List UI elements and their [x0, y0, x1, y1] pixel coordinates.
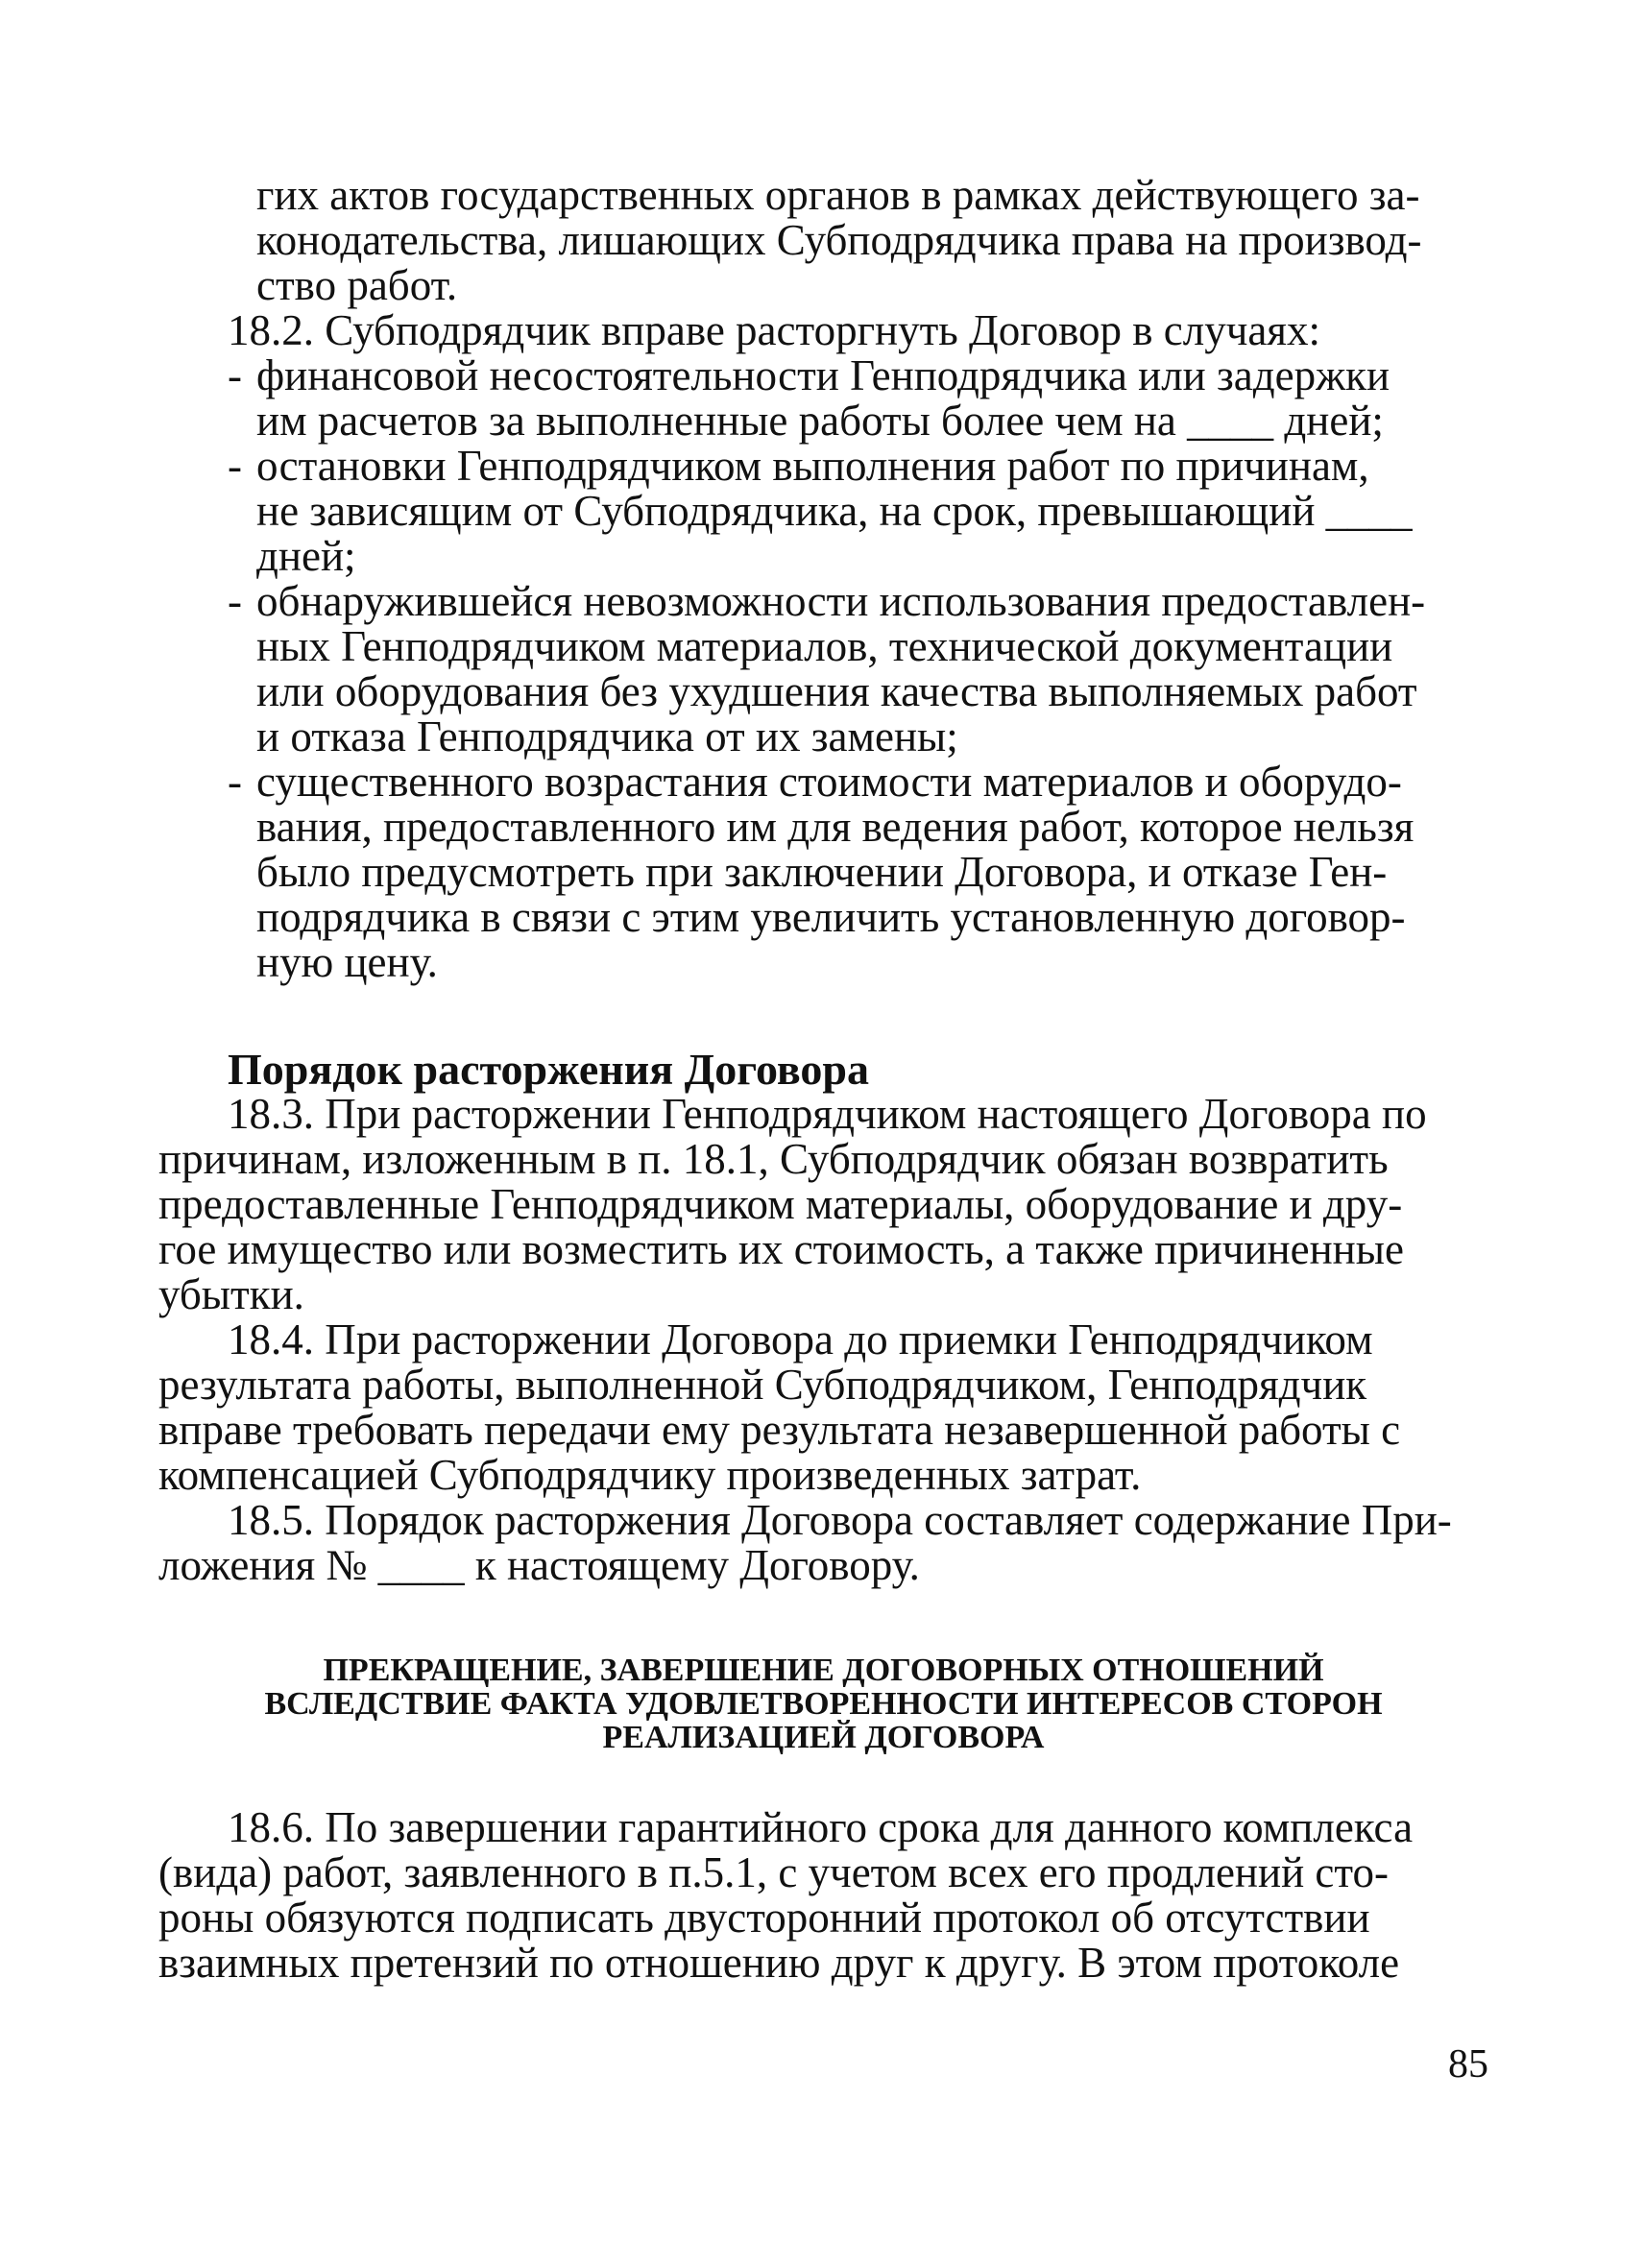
text-line: не зависящим от Субподрядчика, на срок, превышающий ____	[256, 487, 1413, 535]
text-line	[158, 760, 1488, 805]
text-line: 18.3. При расторжении Генподрядчиком настоящего Договора по	[228, 1090, 1427, 1138]
list-item	[158, 444, 1488, 579]
heading-line: ВСЛЕДСТВИЕ ФАКТА УДОВЛЕТВОРЕННОСТИ ИНТЕРЕСОВ СТОРОН	[264, 1686, 1383, 1722]
clause-18-6	[158, 1805, 1488, 1986]
text-line: вправе требовать передачи ему результата незавершенной работы с	[158, 1406, 1401, 1454]
text-line: остановки Генподрядчиком выполнения работ по причинам,	[256, 442, 1369, 490]
text-line: гое имущество или возместить их стоимость, а также причиненные	[158, 1225, 1404, 1273]
text-line: дней;	[256, 532, 356, 580]
text-line: убытки.	[158, 1270, 304, 1318]
list-item	[158, 760, 1488, 985]
dash-marker: -	[228, 351, 242, 399]
text-line: им расчетов за выполненные работы более чем на ____ дней;	[256, 397, 1384, 445]
text-line: 18.4. При расторжении Договора до приемки Генподрядчиком	[228, 1315, 1373, 1363]
dash-marker: -	[228, 442, 242, 490]
heading-line: ПРЕКРАЩЕНИЕ, ЗАВЕРШЕНИЕ ДОГОВОРНЫХ ОТНОШЕНИЙ	[323, 1653, 1324, 1688]
termination-procedure-section	[158, 1047, 1488, 1588]
text-line: результата работы, выполненной Субподрядчиком, Генподрядчик	[158, 1361, 1367, 1409]
text-line	[158, 579, 1488, 624]
clause-18-4	[158, 1317, 1488, 1498]
text-line: ложения № ____ к настоящему Договору.	[158, 1541, 920, 1589]
text-line: 18.5. Порядок расторжения Договора составляет содержание При-	[228, 1496, 1452, 1544]
text-line: финансовой несостоятельности Генподрядчика или задержки	[256, 351, 1390, 399]
text-line: ную цену.	[256, 938, 438, 986]
caps-section-heading	[158, 1653, 1488, 1754]
text-line: ных Генподрядчиком материалов, технической документации	[256, 622, 1393, 670]
list-item	[158, 579, 1488, 760]
dash-marker: -	[228, 577, 242, 625]
text-line: было предусмотреть при заключении Договора, и отказе Ген-	[256, 848, 1388, 896]
clause-18-2: 18.2. Субподрядчик вправе расторгнуть Договор в случаях:	[228, 306, 1321, 354]
text-line: или оборудования без ухудшения качества выполняемых работ	[256, 667, 1417, 715]
dash-marker: -	[228, 758, 242, 806]
text-line: компенсацией Субподрядчику произведенных затрат.	[158, 1451, 1142, 1499]
section-heading: Порядок расторжения Договора	[228, 1045, 870, 1094]
text-line: гих актов государственных органов в рамках действующего за-	[256, 171, 1420, 219]
text-line	[158, 353, 1488, 398]
heading-line: РЕАЛИЗАЦИЕЙ ДОГОВОРА	[602, 1720, 1045, 1755]
text-line: обнаружившейся невозможности использования предоставлен-	[256, 577, 1426, 625]
text-line: вания, предоставленного им для ведения работ, которое нельзя	[256, 803, 1414, 851]
text-line: роны обязуются подписать двусторонний протокол об отсутствии	[158, 1894, 1370, 1942]
text-line: взаимных претензий по отношению друг к другу. В этом протоколе	[158, 1939, 1400, 1987]
text-line: и отказа Генподрядчика от их замены;	[256, 712, 958, 760]
text-line: ство работ.	[256, 261, 458, 309]
clause-18-5	[158, 1498, 1488, 1588]
text-line: подрядчика в связи с этим увеличить установленную договор-	[256, 893, 1406, 941]
text-line: предоставленные Генподрядчиком материалы, оборудование и дру-	[158, 1180, 1403, 1228]
list-item	[158, 353, 1488, 444]
clause-18-3	[158, 1092, 1488, 1317]
text-line: (вида) работ, заявленного в п.5.1, с учетом всех его продлений сто-	[158, 1848, 1389, 1896]
clause-18-1-continuation	[158, 173, 1488, 985]
page-number: 85	[1448, 2042, 1488, 2087]
text-line: 18.6. По завершении гарантийного срока для данного комплекса	[228, 1803, 1414, 1851]
text-line	[158, 444, 1488, 489]
text-line: причинам, изложенным в п. 18.1, Субподрядчик обязан возвратить	[158, 1135, 1389, 1183]
text-line: конодательства, лишающих Субподрядчика права на производ-	[256, 216, 1422, 264]
text-line: существенного возрастания стоимости материалов и оборудо-	[256, 758, 1402, 806]
